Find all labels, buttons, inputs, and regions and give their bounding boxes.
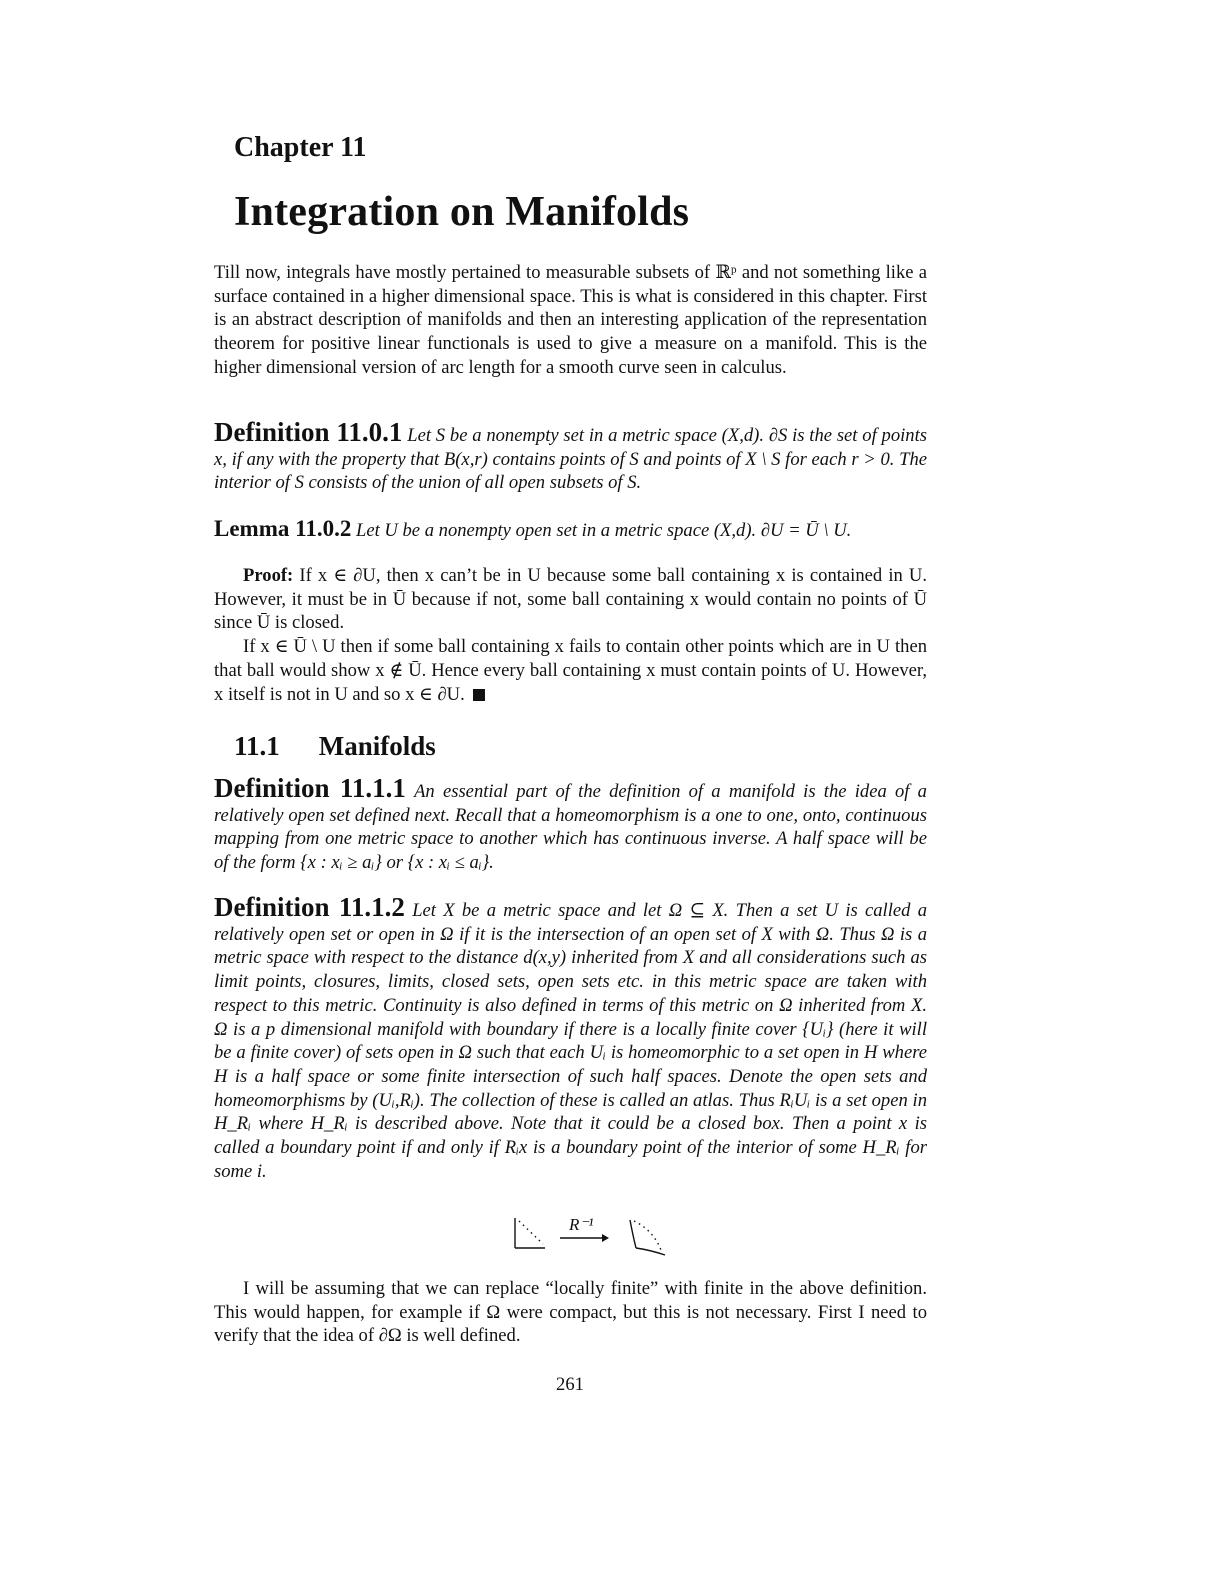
definition-11-0-1 xyxy=(214,417,927,495)
chapter-title: Integration on Manifolds xyxy=(234,189,690,235)
homeomorphism-figure xyxy=(505,1208,675,1258)
definition-text: Let X be a metric space and let Ω ⊆ X. Then a set U is called a relatively open set or open in Ω if it is the intersection of an open set of X with Ω. Thus Ω is a metric space with respect to the distance d(x,y) inherited from X and all considerations such as limit points, closures, limits, closed sets, open sets etc. in this metric space are taken with respect to this metric. Continuity is also defined in terms of this metric on Ω inherited from X. Ω is a p dimensional manifold with boundary if there is a locally finite cover {Uᵢ} (here it will be a finite cover) of sets open in Ω such that each Uᵢ is homeomorphic to a set open in H where H is a half space or some finite intersection of such half spaces. Denote the open sets and homeomorphisms by (Uᵢ,Rᵢ). The collection of these is called an atlas. Thus RᵢUᵢ is a set open in H_Rᵢ where H_Rᵢ is described above. Note that it could be a closed box. Then a point x is called a boundary point if and only if Rᵢx is a boundary point of the interior of some H_Rᵢ for some i. xyxy=(214,900,928,1182)
proof-paragraph-2: If x ∈ Ū \ U then if some ball containing x fails to contain other points which are in U then that ball would show x ∉ Ū. Hence every ball containing x must contain points of U. However, x itself is not in U and so x ∈ ∂U. xyxy=(214,636,927,705)
section-heading xyxy=(234,731,436,762)
intro-text: Till now, integrals have mostly pertained to measurable subsets of ℝᵖ and not something like a surface contained in a higher dimensional space. This is what is considered in this chapter. First is an abstract description of manifolds and then an interesting application of the representation theorem for positive linear functionals is used to give a measure on a manifold. This is the higher dimensional version of arc length for a smooth curve seen in calculus. xyxy=(214,262,927,378)
definition-label: Definition 11.1.1 xyxy=(214,773,406,803)
lemma-label: Lemma 11.0.2 xyxy=(214,516,352,541)
mapping-arrow-icon xyxy=(560,1234,609,1242)
lemma-11-0-2 xyxy=(214,517,927,543)
figure-svg xyxy=(505,1208,675,1258)
definition-text: An essential part of the definition of a manifold is the idea of a relatively open set defined next. Recall that a homeomorphism is a one to one, onto, continuous mapping from one metric space to another which has continuous inverse. A half space will be of the form {x : xᵢ ≥ aᵢ} or {x : xᵢ ≤ aᵢ}. xyxy=(214,781,927,874)
lemma-text: Let U be a nonempty open set in a metric space (X,d). ∂U = Ū \ U. xyxy=(356,520,852,541)
definition-text: Let S be a nonempty set in a metric space (X,d). ∂S is the set of points x, if any with the property that B(x,r) contains points of S and points of X \ S for each r > 0. The interior of S consists of the union of all open subsets of S. xyxy=(214,425,927,494)
intro-paragraph xyxy=(214,261,927,380)
definition-11-1-2 xyxy=(214,892,928,1183)
closing-text: I will be assuming that we can replace “locally finite” with finite in the above definition. This would happen, for example if Ω were compact, but this is not necessary. First I need to verify that the idea of ∂Ω is well defined. xyxy=(214,1278,927,1347)
curved-corner-right xyxy=(630,1220,665,1255)
page-number: 261 xyxy=(556,1374,584,1395)
section-number: 11.1 xyxy=(234,731,280,761)
half-space-corner-left xyxy=(515,1218,545,1248)
definition-11-1-1 xyxy=(214,773,927,875)
qed-square-icon xyxy=(473,689,485,701)
proof-paragraph-1: If x ∈ ∂U, then x can’t be in U because some ball containing x is contained in U. However, it must be in Ū because if not, some ball containing x would contain no points of Ū since Ū is closed. xyxy=(214,565,927,634)
closing-paragraph xyxy=(214,1277,927,1348)
definition-label: Definition 11.0.1 xyxy=(214,417,403,447)
arrow-label: R⁻¹ xyxy=(569,1215,594,1234)
definition-label: Definition 11.1.2 xyxy=(214,892,405,922)
section-title: Manifolds xyxy=(318,731,436,761)
chapter-label: Chapter 11 xyxy=(234,132,367,163)
proof-label: Proof: xyxy=(243,565,294,586)
proof-block xyxy=(214,564,927,706)
